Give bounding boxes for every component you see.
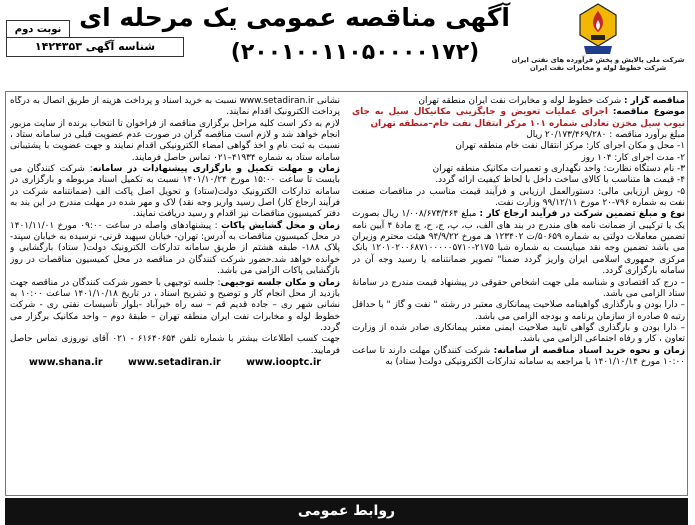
tender-number: (۲۰۰۱۰۰۱۱۰۵۰۰۰۰۱۷۲) [230,40,480,65]
economic-code-paragraph: – درج کد اقتصادی و شناسه ملی جهت اشخاص حقوقی در پیشنهاد قیمت مندرج در سامانهٔ ستاد الزامی می باشد. [352,277,685,299]
left-column [10,96,340,494]
ad-id-badge: شناسه آگهی ۱۴۲۴۳۵۳ [6,37,184,57]
page-title: آگهی مناقصه عمومی یک مرحله ای [79,3,510,32]
subject-paragraph [352,107,685,130]
briefing-value: : جلسه توجیهی با حضور شرکت کنندگان در مناقصه جهت بازدید از محل انجام کار و توضیح و تشریح اسناد ، در تاریخ ۱۴۰۱/۱۰/۱۸ ساعت ۱۰:۰۰ به نشانی شهر ری – جاده قدیم قم – سه راه خیرآباد -بلوار تأسیسات نفتی ری - شرکت خطوط لوله و مخابرات نفت ایران منطقه تهران – طبقهٔ دوم – واحد مکانیک برگزار می گردد. [10,277,340,333]
duration-paragraph: ۲- مدت اجرای کار: ۱۰۴ روز [581,152,685,163]
financial-evaluation-paragraph: ۵- روش ارزیابی مالی: دستورالعمل ارزیابی و فرآیند قیمت مناسب در مناقصات صنعت نفت به شماره ۷۹۶-۲۰ مورخ ۹۹/۱۲/۱۱ وزارت نفت. [352,186,685,209]
location-paragraph: ۱- محل و مکان اجرای کار: مرکز انتقال نفت خام منطقه تهران [455,141,685,152]
opening-value: : پیشنهادهای واصله در ساعت ۰۹:۰۰ مورخ ۱۴۰۱/۱۱/۰۱ در محل کمیسیون مناقصات به آدرس: تهران- خیابان سپهبد قرنی- نرسیده به خیابان سپند- پلاک ۱۸۸- طبقه هشتم از طریق سامانه تدارکات الکترونیک دولت( ستاد) بارگشایی و خوانده خواهد شد.حضور شرکت کنندگان در مناقصه در محل کمیسیون مناقصات در روز بازگشایی پاکات الزامی می باشد. [10,220,340,277]
document-purchase-label: زمان و نحوه خرید اسناد مناقصه از سامانه: [493,345,685,356]
guarantee-label: نوع و مبلغ تضمین شرکت در فرآیند ارجاع کار : [479,209,685,220]
supervisor-paragraph: ۳- نام دستگاه نظارت: واحد نگهداری و تعمیرات مکانیک منطقه تهران [432,164,685,175]
subject-value: اجرای عملیات تعویض و جایگزینی مکانیکال سیل به جای تیوب سیل مخزن تعادلی شماره ۱۰۱ مرکز انتقال نفت خام–منطقه تهران [352,107,685,129]
briefing-label: زمان و مکان جلسه توجیهی [220,277,340,288]
contact-paragraph: جهت کسب اطلاعات بیشتر با شماره تلفن ۶۱۶۴۰۶۵۴ - ۰۲۱ آقای نوروزی تماس حاصل فرمایید. [10,334,340,356]
submission-paragraph [10,164,340,221]
pricing-paragraph: ۴- قیمت ها متناسب با کالای ساخت داخل با لحاظ کیفیت ارائه گردد. [435,175,685,186]
briefing-paragraph [10,278,340,335]
submission-value: : شرکت کنندگان می بایست تا ساعت ۱۵:۰۰ مورخ ۱۴۰۱/۱۰/۲۴ نسبت به تکمیل اسناد مربوطه و بارگزاری در سامانه تدارکات الکترونیک دولت(ستاد) و تحویل اصل پاکت الف (ضمانتنامه شرکت در فرآیند ارجاع کار) اصل رسید واریز وجه نقد) لاک و مهر شده در مهلت مندرج در این بند به دفتر کمیسیون مناقصات نیز اقدام و رسید دریافت نمایند. [10,164,340,220]
submission-label: زمان و مهلت تکمیل و بارگزاری پیشنهادات در سامانه [92,164,340,175]
tenderer-label: مناقصه گزار : [624,96,685,106]
document-purchase-paragraph [352,346,685,369]
registration-paragraph: لازم به ذکر است کلیه مراحل برگزاری مناقصه از فراخوان تا انتخاب برنده از سایت مزبور انجام خواهد شد و لازم است مناقصه گران در صورت عدم عضویت قبلی در سامانه ستاد ، نسبت به ثبت نام و اخذ گواهی امضاء الکترونیکی اقدام نمایند و جهت عضویت با پشتیبانی سامانه ستاد به شماره ۴۱۹۳۴–۰۲۱ تماس حاصل فرمایند. [10,118,340,163]
logo-caption-company: شرکت خطوط لوله و مخابرات نفت ایران [529,64,667,72]
right-column [352,96,685,494]
tenderer-value: شرکت خطوط لوله و مخابرات نفت ایران منطقه تهران [418,96,625,106]
website-links: www.shana.ir www.setadiran.ir www.iooptc.ir [29,356,321,368]
opening-label: زمان و محل گشایش پاکات [220,220,340,231]
subject-label: موضوع مناقصه: [612,107,685,118]
document-purchase-value: شرکت کنندگان مهلت دارند تا ساعت ۱۰:۰۰ مورخ ۱۴۰۱/۱۰/۱۴ با مراجعه به سامانه تدارکات الکترونیکی دولت( ستاد) به [352,345,685,367]
logo-caption-parent-company: شرکت ملی پالایش و پخش فرآورده های نفتی ایران [511,56,685,64]
safety-certificate-paragraph: – دارا بودن و بارگذاری گواهی تایید صلاحیت ایمنی معتبر پیمانکاری صادر شده از وزارت تعاون ، کار و رفاه اجتماعی الزامی می باشد. [352,322,685,345]
opening-paragraph [10,221,340,278]
public-relations-footer: روابط عمومی [5,498,688,525]
nioc-flame-logo-icon [575,2,621,56]
guarantee-value: مبلغ ۱/۰۰۸/۶۷۳/۴۶۴ ریال بصورت یک یا ترکیبی از ضمانت نامه های مندرج در بند های الف، ب، پ، ج، ح، چ مادهٔ ۴ آیین نامه تضمین معاملات دولتی به شماره ۵۰۶۵۹/ت ۱۲۳۴۰۲ هـ مورخ ۹۴/۹/۲۲ هیئت محترم وزیران می باشد تضمین وجه نقد میبایست به شماره شبا ۲۱۷۵-۱۲۰۱۰۲۰۰۶۸۷۱۰۰۰۰۰۵۷۱۰ بانک مرکزی جمهوری اسلامی ایران واریز گردد ضمنا" تصویر ضمانتنامه یا رسید وجه آن در سامانه بارگزاری گردد. [352,209,685,277]
purchase-address-paragraph: نشانی www.setadiran.ir نسبت به خرید اسناد و پرداخت هزینه از طریق اتصال به درگاه پرداخت الکترونیک اقدام نمایند. [10,96,340,118]
guarantee-paragraph [352,209,685,277]
contractor-certificate-paragraph: – دارا بودن و بارگذاری گواهینامه صلاحیت پیمانکاری معتبر در رشته " نفت و گاز " با حداقل رتبه ۵ صادره از سازمان برنامه و بودجه الزامی می باشد. [352,300,685,322]
round-badge: نوبت دوم [6,20,70,38]
estimate-paragraph: مبلغ برآورد مناقصه : ۲۰/۱۷۳/۴۶۹/۲۸۰ ریال [526,130,685,141]
notice-header [0,0,695,90]
tenderer-paragraph [352,96,685,107]
company-logo-block [509,2,687,88]
